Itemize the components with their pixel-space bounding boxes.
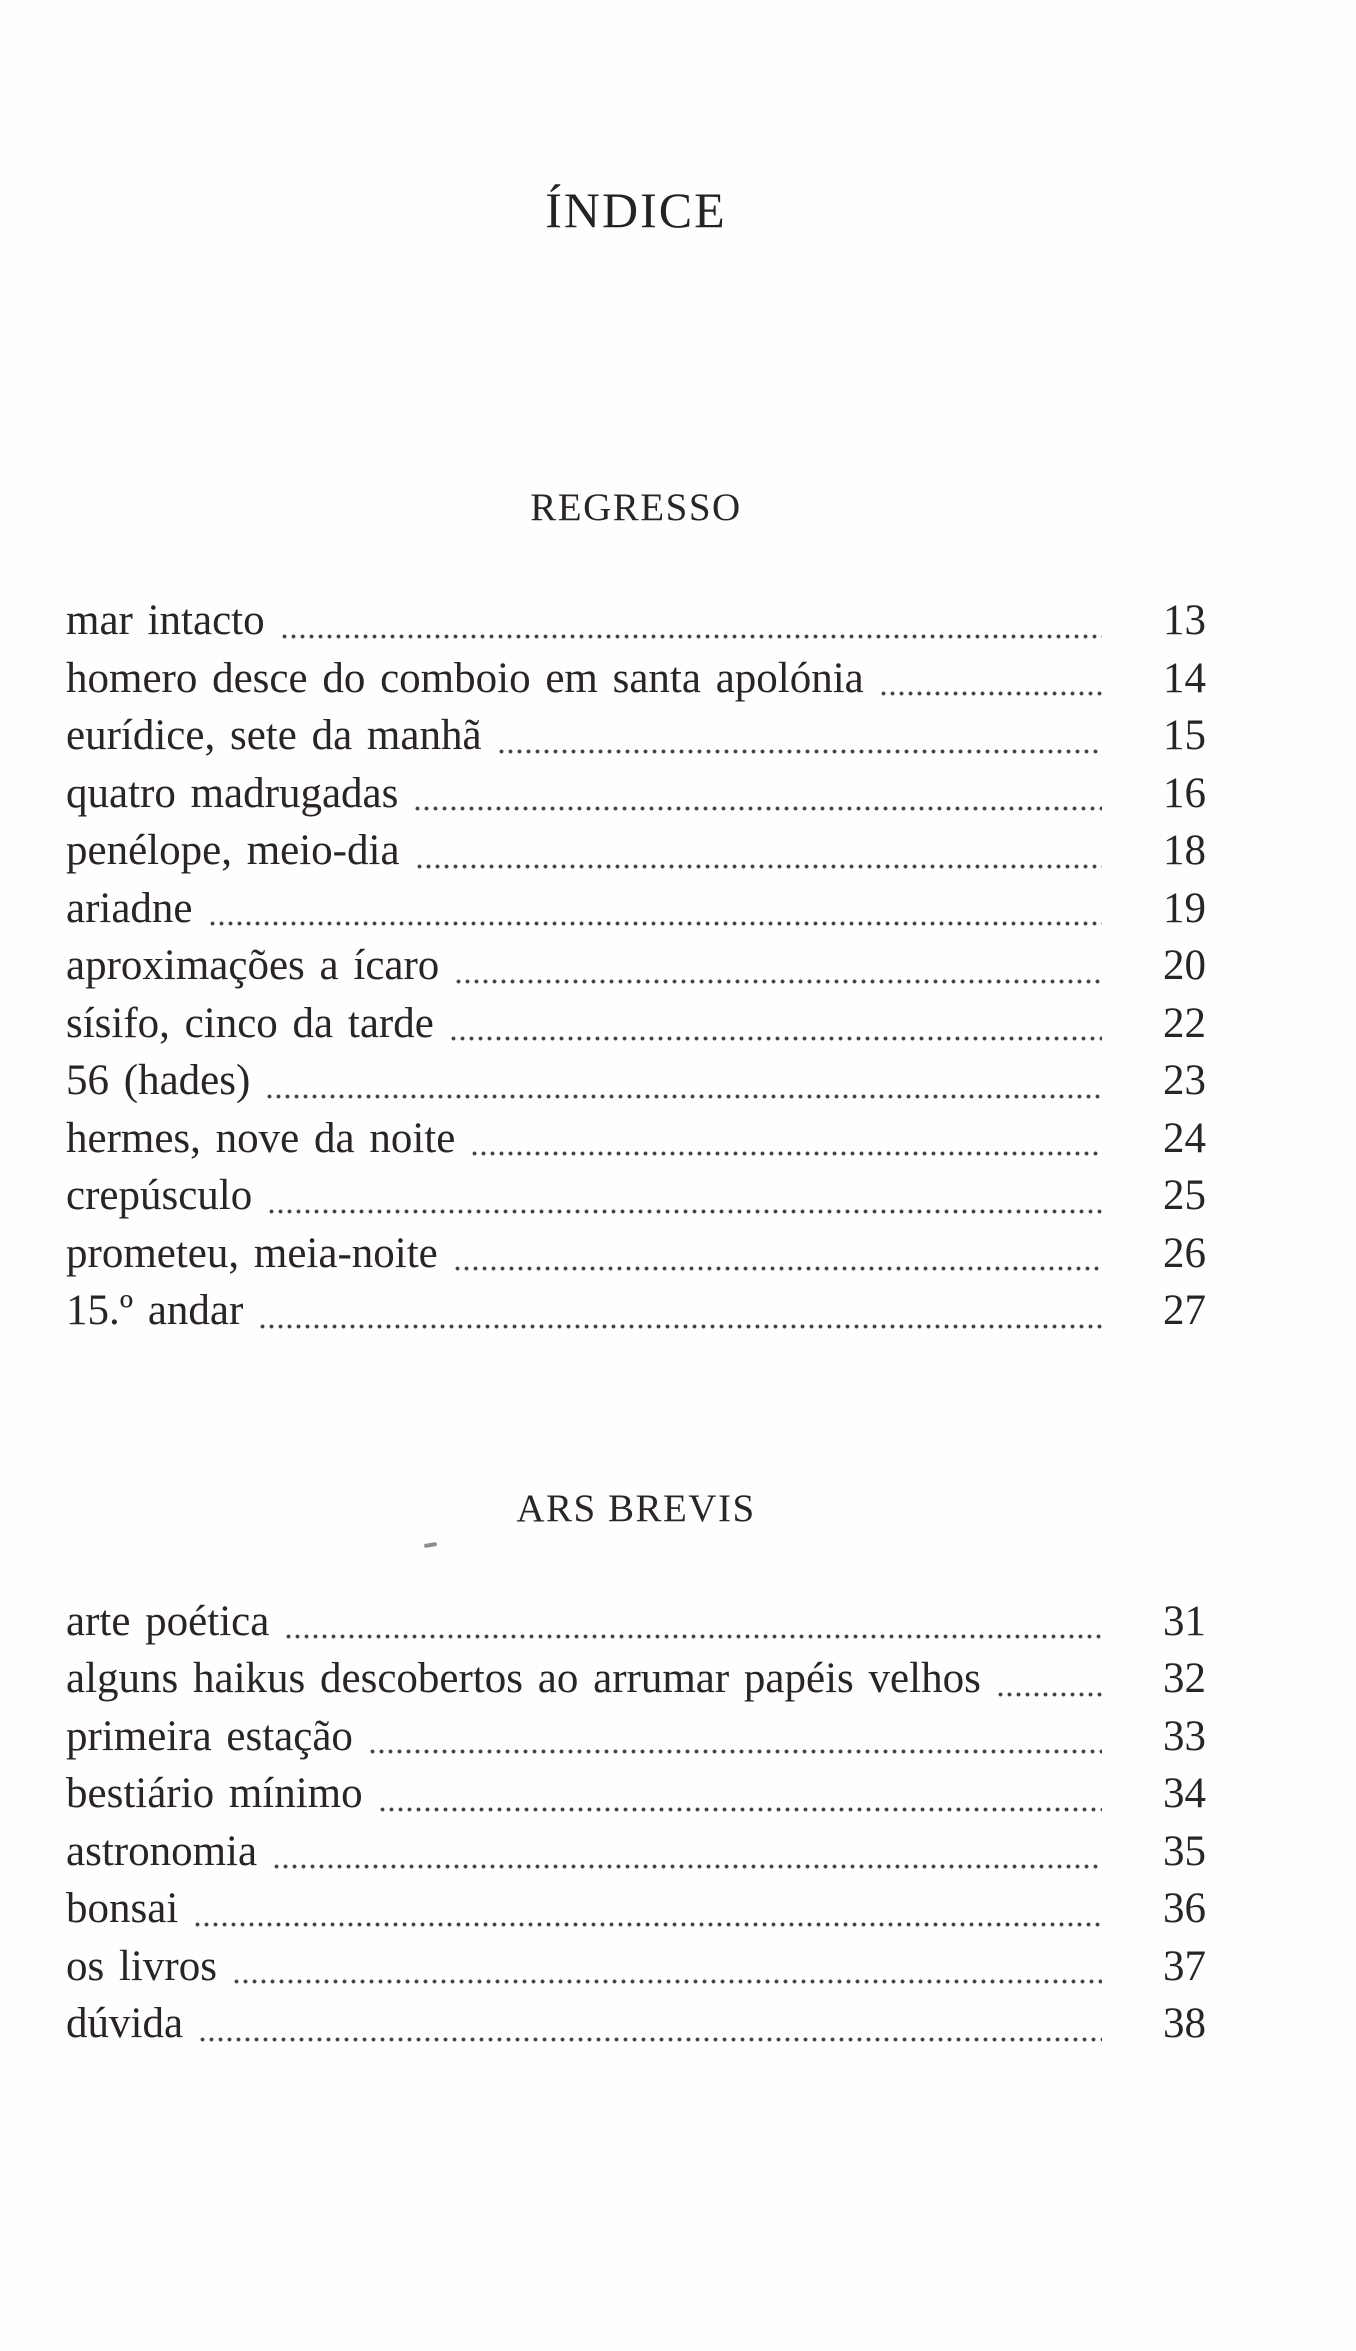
dot-leader: [470, 1148, 1102, 1159]
toc-entry: [66, 707, 1206, 765]
section-heading: ARS BREVIS: [516, 1486, 756, 1530]
dot-leader: [453, 1263, 1102, 1274]
dot-leader: [996, 1689, 1102, 1700]
dot-leader: [232, 1976, 1102, 1987]
entry-page-number: 38: [1163, 2000, 1206, 2047]
toc-list: [66, 592, 1206, 1340]
entry-title: hermes, nove da noite: [66, 1114, 456, 1162]
toc-entry: [66, 995, 1206, 1053]
toc-entry: [66, 1708, 1206, 1766]
entry-title: prometeu, meia-noite: [66, 1229, 438, 1277]
entry-page-number: 24: [1163, 1114, 1206, 1162]
entry-page-number: 33: [1163, 1712, 1206, 1760]
toc-entry: [66, 1282, 1206, 1340]
dot-leader: [284, 1631, 1102, 1642]
entry-page-number: 32: [1163, 1655, 1206, 1702]
toc-entry: [66, 1167, 1206, 1225]
toc-entry: [66, 765, 1206, 823]
section-heading: REGRESSO: [530, 486, 742, 529]
entry-page-number: 27: [1163, 1287, 1206, 1334]
toc-entry: [66, 937, 1206, 995]
entry-title: ariadne: [66, 884, 193, 932]
dot-leader: [267, 1206, 1102, 1217]
toc-entry: [66, 1938, 1206, 1996]
toc-entry: [66, 650, 1206, 708]
entry-title: 56 (hades): [66, 1057, 251, 1104]
dot-leader: [193, 1919, 1102, 1930]
entry-page-number: 34: [1163, 1770, 1206, 1817]
entry-page-number: 20: [1163, 942, 1206, 989]
toc-entry: [66, 822, 1206, 880]
entry-title: bonsai: [66, 1885, 179, 1932]
dot-leader: [258, 1321, 1102, 1332]
toc-entry: [66, 1593, 1206, 1651]
toc-entry: [66, 1995, 1206, 2053]
entry-title: sísifo, cinco da tarde: [66, 999, 434, 1047]
entry-title: primeira estação: [66, 1712, 353, 1760]
toc-entry: [66, 1765, 1206, 1823]
dot-leader: [272, 1861, 1102, 1872]
entry-title: quatro madrugadas: [66, 769, 399, 817]
toc-entry: [66, 1880, 1206, 1938]
dot-leader: [198, 2034, 1102, 2045]
entry-page-number: 16: [1163, 769, 1206, 817]
toc-entry: [66, 1110, 1206, 1168]
entry-title: alguns haikus descobertos ao arrumar papéis velhos: [66, 1655, 981, 1702]
dot-leader: [378, 1804, 1102, 1815]
entry-title: crepúsculo: [66, 1172, 253, 1219]
dot-leader: [208, 918, 1102, 929]
entry-page-number: 23: [1163, 1057, 1206, 1104]
entry-title: bestiário mínimo: [66, 1770, 363, 1817]
toc-list: [66, 1593, 1206, 2053]
toc-entry: [66, 880, 1206, 938]
entry-title: dúvida: [66, 2000, 184, 2047]
dot-leader: [413, 803, 1102, 814]
toc-section: [66, 488, 1206, 1340]
dot-leader: [280, 631, 1102, 642]
toc-entry: [66, 1823, 1206, 1881]
entry-title: 15.º andar: [66, 1287, 244, 1334]
page-title: ÍNDICE: [545, 182, 727, 238]
entry-page-number: 14: [1163, 654, 1206, 702]
dot-leader: [454, 976, 1102, 987]
entry-page-number: 19: [1163, 884, 1206, 932]
dot-leader: [449, 1033, 1102, 1044]
dot-leader: [879, 688, 1102, 699]
entry-title: aproximações a ícaro: [66, 942, 440, 989]
dot-leader: [265, 1091, 1102, 1102]
entry-title: mar intacto: [66, 597, 265, 644]
toc-sections: [66, 488, 1206, 2053]
entry-title: homero desce do comboio em santa apolónia: [66, 654, 864, 702]
entry-page-number: 22: [1163, 999, 1206, 1047]
dot-leader: [415, 861, 1102, 872]
entry-title: astronomia: [66, 1827, 258, 1875]
entry-page-number: 26: [1163, 1229, 1206, 1277]
toc-entry: [66, 1650, 1206, 1708]
entry-page-number: 15: [1163, 712, 1206, 759]
toc-entry: [66, 1052, 1206, 1110]
entry-title: eurídice, sete da manhã: [66, 712, 482, 759]
entry-page-number: 13: [1163, 597, 1206, 644]
entry-title: arte poética: [66, 1597, 270, 1645]
entry-page-number: 25: [1163, 1172, 1206, 1219]
entry-page-number: 18: [1163, 827, 1206, 874]
toc-section: [66, 1486, 1206, 2053]
toc-entry: [66, 592, 1206, 650]
entry-page-number: 36: [1163, 1885, 1206, 1932]
entry-page-number: 37: [1163, 1942, 1206, 1990]
entry-title: os livros: [66, 1942, 217, 1990]
entry-page-number: 35: [1163, 1827, 1206, 1875]
entry-page-number: 31: [1163, 1597, 1206, 1645]
entry-title: penélope, meio-dia: [66, 827, 400, 874]
dot-leader: [368, 1746, 1102, 1757]
dot-leader: [497, 746, 1102, 757]
toc-entry: [66, 1225, 1206, 1283]
